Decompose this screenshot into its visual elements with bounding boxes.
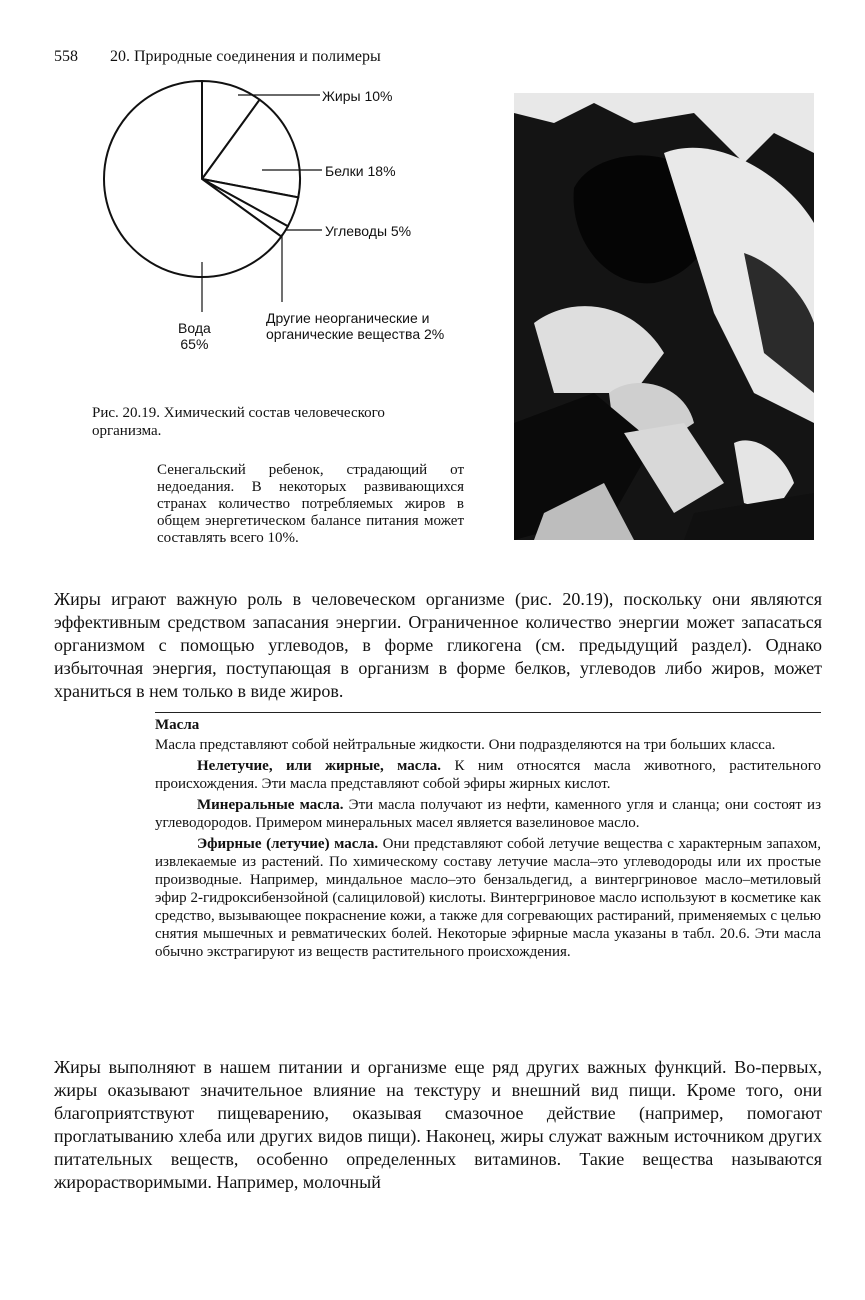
chapter-title: 20. Природные соединения и полимеры: [110, 48, 381, 65]
label-other-line1: Другие неорганические и: [266, 310, 430, 326]
oils-box-title: Масла: [155, 717, 200, 733]
oils-item-essential: [155, 835, 821, 961]
photo-caption: Сенегальский ребенок, страдающий от недоедания. В некоторых развивающихся странах количество потребляемых жиров в общем энергетическом балансе питания может составлять всего 10%.: [157, 462, 464, 546]
oils-item-mineral-term: Минеральные масла.: [197, 797, 344, 813]
figure-caption-line2: организма.: [92, 423, 162, 439]
label-other-line2: органические вещества 2%: [266, 326, 445, 342]
oils-item-mineral: [155, 796, 821, 832]
label-water-line2: 65%: [180, 336, 209, 352]
oils-item-essential-text: Они представляют собой летучие вещества с характерным запахом, извлекаемые из растений. По химическому составу летучие масла–это углеводороды или их простые производные. Например, миндальное масло–это бензальдегид, а винтергриновое масло–метиловый эфир 2-гидроксибензойной (салициловой) кислоты. Винтергриновое масло используют в косметике как средство, вызывающее покраснение кожи, а также для согревающих растираний, применяемых с целью снятия мышечных и ревматических болей. Некоторые эфирные масла указаны в табл. 20.6. Эти масла обычно экстрагируют из веществ растительного происхождения.: [155, 836, 822, 960]
pie-chart: [60, 80, 490, 410]
body-paragraph-1: Жиры играют важную роль в человеческом организме (рис. 20.19), поскольку они являются эффективным средством запасания энергии. Ограниченное количество энергии может запасаться организмом с помощью углеводов, в форме гликогена (см. предыдущий раздел). Однако избыточная энергия, поступающая в организм в форме белков, углеводов либо жиров, может храниться в нем только в виде жиров.: [54, 589, 822, 701]
oils-item-fixed-text: К ним относятся масла животного, растительного происхождения. Эти масла представляют собой эфиры жирных кислот.: [155, 758, 821, 792]
label-protein: Белки 18%: [325, 163, 396, 179]
label-other: [266, 310, 444, 342]
page-header: [54, 48, 381, 66]
label-fat: Жиры 10%: [322, 88, 393, 104]
photo: [514, 93, 814, 540]
label-water: [178, 320, 211, 352]
oils-item-essential-term: Эфирные (летучие) масла.: [197, 836, 379, 852]
pie-chart-svg: [60, 80, 490, 410]
page-number: 558: [54, 48, 78, 65]
label-water-line1: Вода: [178, 320, 211, 336]
figure-caption: [92, 404, 462, 440]
body-paragraph-2: Жиры выполняют в нашем питании и организме еще ряд других важных функций. Во-первых, жиры оказывают значительное влияние на текстуру и внешний вид пищи. Кроме того, они благоприятствуют пищеварению, оказывая смазочное действие (например, помогают проглатыванию хлеба или других видов пищи). Наконец, жиры служат важным источником других питательных веществ, особенно определенных витаминов. Такие вещества называются жирорастворимыми. Например, молочный: [54, 1057, 822, 1192]
photo-image: [514, 93, 814, 540]
label-carbs: Углеводы 5%: [325, 223, 412, 239]
oils-item-fixed: [155, 757, 821, 793]
oils-item-mineral-text: Эти масла получают из нефти, каменного угля и сланца; они состоят из углеводородов. Примером минеральных масел является вазелиновое масло.: [155, 797, 821, 831]
oils-item-fixed-term: Нелетучие, или жирные, масла.: [197, 758, 442, 774]
oils-box-intro: Масла представляют собой нейтральные жидкости. Они подразделяются на три больших класса.: [155, 737, 776, 753]
figure-caption-line1: Рис. 20.19. Химический состав человеческого: [92, 405, 385, 421]
oils-box: [155, 712, 821, 961]
